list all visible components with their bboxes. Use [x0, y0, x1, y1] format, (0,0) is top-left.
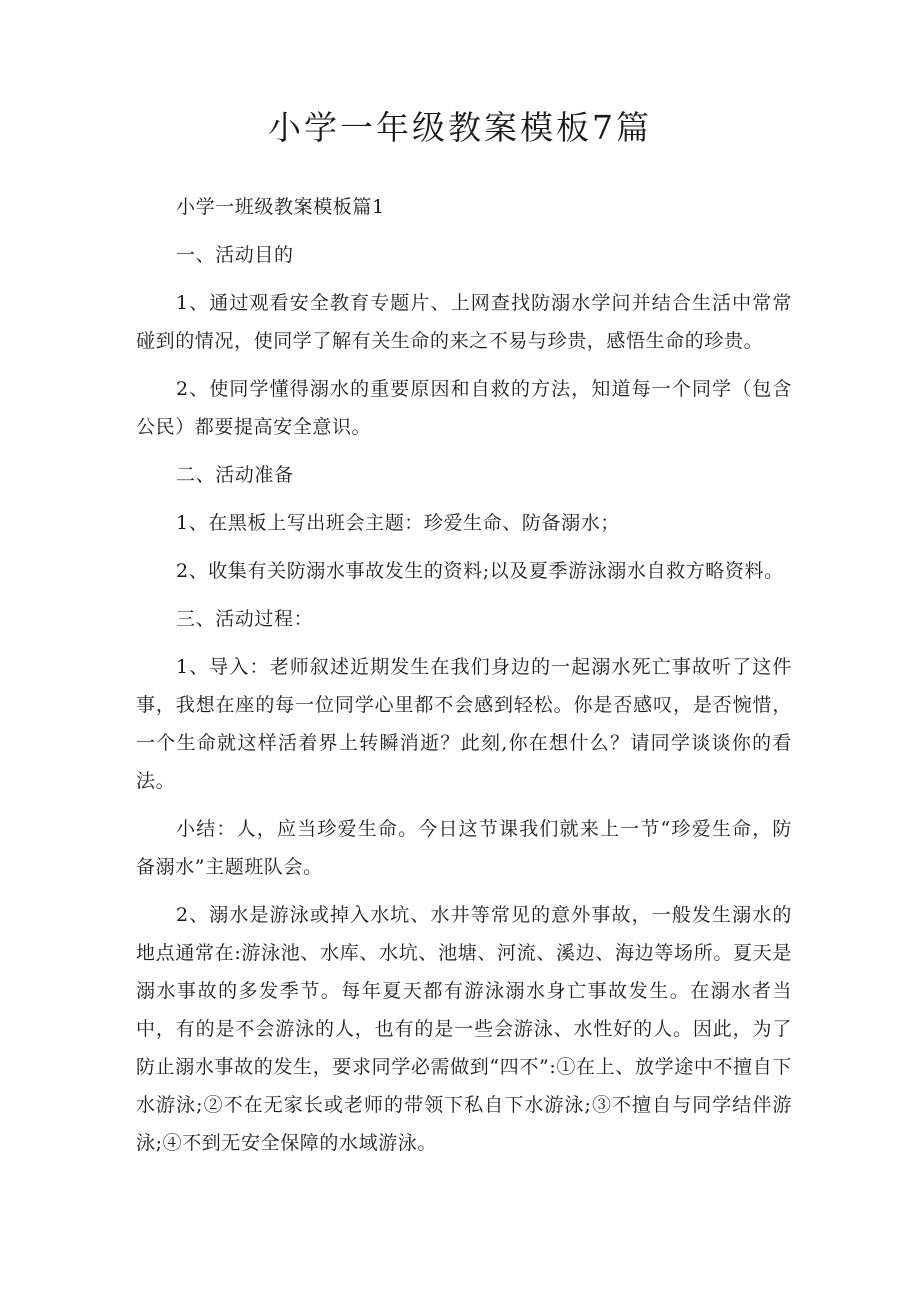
paragraph: 2、收集有关防溺水事故发生的资料;以及夏季游泳溺水自救方略资料。 — [176, 560, 784, 582]
paragraph: 1、导入：老师叙述近期发生在我们身边的一起溺水死亡事故听了这件事，我想在座的每一位同学心里都不会感到轻松。你是否感叹，是否惋惜，一个生命就这样活着界上转瞬消逝？此刻,你在想什么？请同学谈谈你的看法。 — [136, 656, 792, 792]
paragraph: 小结：人，应当珍爱生命。今日这节课我们就来上一节“珍爱生命，防备溺水”主题班队会。 — [136, 818, 792, 878]
paragraph: 1、通过观看安全教育专题片、上网查找防溺水学问并结合生活中常常碰到的情况，使同学了解有关生命的来之不易与珍贵，感悟生命的珍贵。 — [136, 292, 792, 352]
document-body — [136, 188, 792, 1172]
subheading-purpose: 一、活动目的 — [176, 244, 294, 266]
subheading-process: 三、活动过程： — [176, 608, 314, 630]
paragraph: 2、溺水是游泳或掉入水坑、水井等常见的意外事故，一般发生溺水的地点通常在:游泳池、水库、水坑、池塘、河流、溪边、海边等场所。夏天是溺水事故的多发季节。每年夏天都有游泳溺水身亡事故发生。在溺水者当中，有的是不会游泳的人，也有的是一些会游泳、水性好的人。因此，为了防止溺水事故的发生，要求同学必需做到“四不”:①在上、放学途中不擅自下水游泳;②不在无家长或老师的带领下私自下水游泳;③不擅自与同学结伴游泳;④不到无安全保障的水域游泳。 — [136, 904, 792, 1154]
paragraph: 2、使同学懂得溺水的重要原因和自救的方法，知道每一个同学（包含公民）都要提高安全意识。 — [136, 378, 792, 438]
document-title: 小学一年级教案模板7篇 — [268, 108, 652, 147]
paragraph: 1、在黑板上写出班会主题：珍爱生命、防备溺水； — [176, 512, 620, 534]
section-heading: 小学一班级教案模板篇1 — [176, 196, 385, 218]
subheading-preparation: 二、活动准备 — [176, 464, 294, 486]
